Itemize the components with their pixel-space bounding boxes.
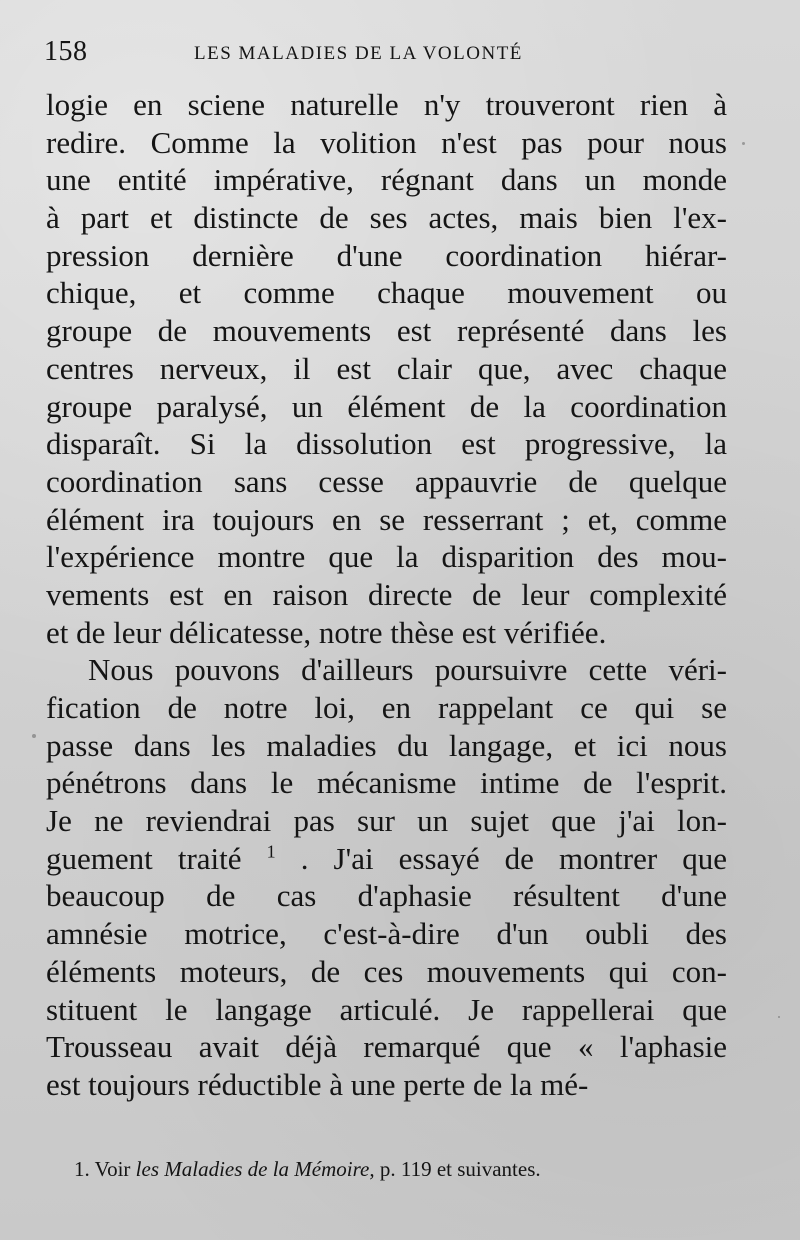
paper-speck bbox=[778, 1016, 780, 1018]
footnote-number: 1. bbox=[74, 1157, 90, 1181]
text-line: une entité impérative, régnant dans un monde bbox=[46, 162, 727, 198]
footnote-work-title: les Maladies de la Mémoire, bbox=[135, 1157, 375, 1181]
text-line: élément ira toujours en se resserrant ; et, comme bbox=[46, 501, 727, 537]
text-line: Trousseau avait déjà remarqué que « l'aphasie bbox=[46, 1029, 727, 1065]
text-line: centres nerveux, il est clair que, avec chaque bbox=[46, 350, 727, 386]
paragraph-start-line: Nous pouvons d'ailleurs poursuivre cette véri- bbox=[88, 652, 727, 688]
text-line: l'expérience montre que la disparition des mou- bbox=[46, 539, 727, 575]
text-line: éléments moteurs, de ces mouvements qui con- bbox=[46, 953, 727, 989]
footnote-suffix: p. 119 et suivantes. bbox=[379, 1157, 541, 1181]
text-line: beaucoup de cas d'aphasie résultent d'une bbox=[46, 878, 727, 914]
paper-speck bbox=[742, 142, 745, 145]
body-text bbox=[46, 86, 727, 1104]
text-line: groupe paralysé, un élément de la coordination bbox=[46, 388, 727, 424]
running-title: LES MALADIES DE LA VOLONTÉ bbox=[194, 43, 523, 64]
paper-speck bbox=[32, 734, 36, 738]
page-header bbox=[44, 36, 742, 70]
text-line: logie en sciene naturelle n'y trouveront rien à bbox=[46, 87, 727, 122]
footnote-reference-line bbox=[46, 840, 727, 878]
footnote-line-before: guement traité bbox=[46, 840, 242, 876]
text-line: vements est en raison directe de leur complexité bbox=[46, 576, 727, 612]
text-line: groupe de mouvements est représenté dans les bbox=[46, 313, 727, 349]
footnote-mark: 1 bbox=[266, 841, 276, 862]
text-line: coordination sans cesse appauvrie de quelque bbox=[46, 463, 727, 499]
paragraph-end-line: et de leur délicatesse, notre thèse est vérifiée. bbox=[46, 614, 607, 650]
footnote-line-after: . J'ai essayé de montrer que bbox=[300, 840, 728, 876]
text-line: pénétrons dans le mécanisme intime de l'esprit. bbox=[46, 765, 727, 801]
text-line: fication de notre loi, en rappelant ce qui se bbox=[46, 690, 727, 725]
footnote bbox=[74, 1155, 694, 1183]
text-line: Je ne reviendrai pas sur un sujet que j'ai lon- bbox=[46, 803, 727, 839]
text-line: chique, et comme chaque mouvement ou bbox=[46, 275, 727, 311]
text-line: stituent le langage articulé. Je rappellerai que bbox=[46, 991, 727, 1027]
text-line: à part et distincte de ses actes, mais bien l'ex- bbox=[46, 200, 727, 236]
text-line: est toujours réductible à une perte de la mé- bbox=[46, 1066, 589, 1102]
text-line: amnésie motrice, c'est-à-dire d'un oubli des bbox=[46, 916, 727, 952]
text-line: passe dans les maladies du langage, et ici nous bbox=[46, 727, 727, 763]
text-line: disparaît. Si la dissolution est progressive, la bbox=[46, 426, 727, 462]
text-line: redire. Comme la volition n'est pas pour nous bbox=[46, 124, 727, 160]
footnote-prefix: Voir bbox=[94, 1157, 131, 1181]
text-line: pression dernière d'une coordination hiérar- bbox=[46, 237, 727, 273]
page-number: 158 bbox=[44, 36, 88, 67]
